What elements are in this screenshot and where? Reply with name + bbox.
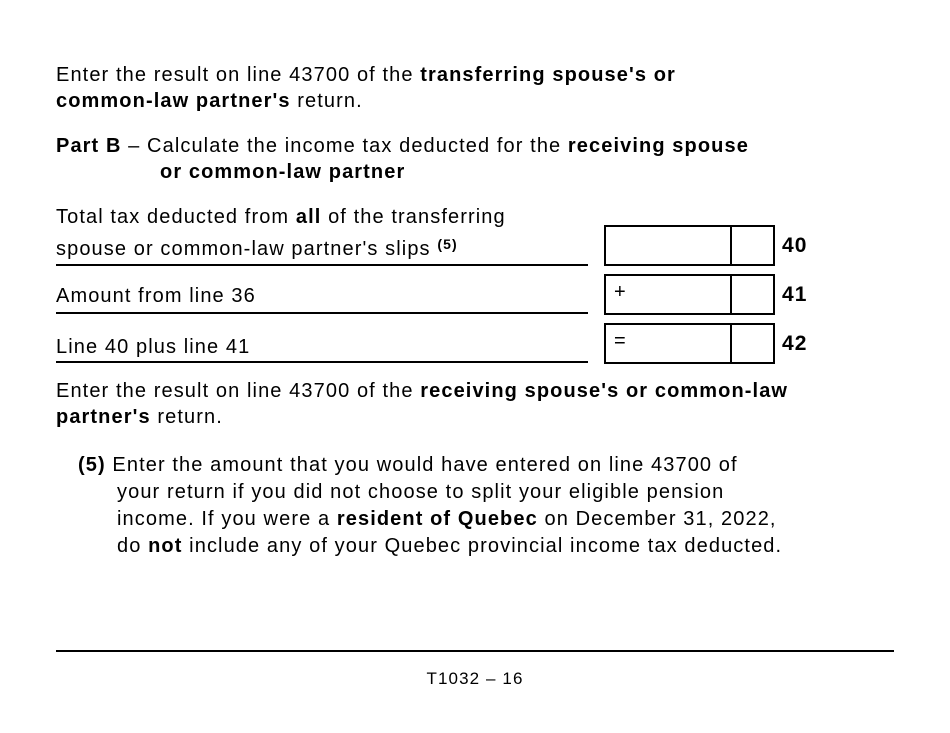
result-text-2: partner's return. xyxy=(56,406,223,428)
line-41-underline xyxy=(56,312,588,314)
line-number-40: 40 xyxy=(782,234,808,257)
footnote-5-line3: income. If you were a resident of Quebec on December 31, 2022, xyxy=(117,508,777,530)
footnote-5-line2: your return if you did not choose to split your eligible pension xyxy=(117,481,725,503)
line-40-underline xyxy=(56,264,588,266)
cents-divider xyxy=(730,227,732,264)
cents-divider xyxy=(730,325,732,362)
plus-sign: + xyxy=(614,281,627,303)
line-42-underline xyxy=(56,361,588,363)
result-text: Enter the result on line 43700 of the receiving spouse's or common-law xyxy=(56,380,789,402)
line-42-label: Line 40 plus line 41 xyxy=(56,336,251,358)
cents-divider xyxy=(730,276,732,313)
line-40-label: Total tax deducted from all of the transferring xyxy=(56,206,506,228)
line-41-label: Amount from line 36 xyxy=(56,285,256,307)
line-40-input[interactable] xyxy=(604,225,775,266)
line-number-42: 42 xyxy=(782,332,808,355)
footnote-5-line4: do not include any of your Quebec provincial income tax deducted. xyxy=(117,535,783,557)
footnote-5: (5) Enter the amount that you would have entered on line 43700 of xyxy=(78,454,738,476)
part-b-heading: Part B – Calculate the income tax deducted for the receiving spouse xyxy=(56,135,749,157)
equals-sign: = xyxy=(614,330,627,352)
line-42-input[interactable] xyxy=(604,323,775,364)
line-41-input[interactable] xyxy=(604,274,775,315)
line-number-41: 41 xyxy=(782,283,808,306)
intro-text-2: common-law partner's return. xyxy=(56,90,363,112)
intro-text: Enter the result on line 43700 of the transferring spouse's or xyxy=(56,64,676,86)
part-b-heading-2: or common-law partner xyxy=(160,161,406,183)
line-40-label-2: spouse or common-law partner's slips $^{(5)}$ xyxy=(56,236,458,260)
page-number: T1032 – 16 xyxy=(426,669,524,688)
footer-rule xyxy=(56,650,894,652)
